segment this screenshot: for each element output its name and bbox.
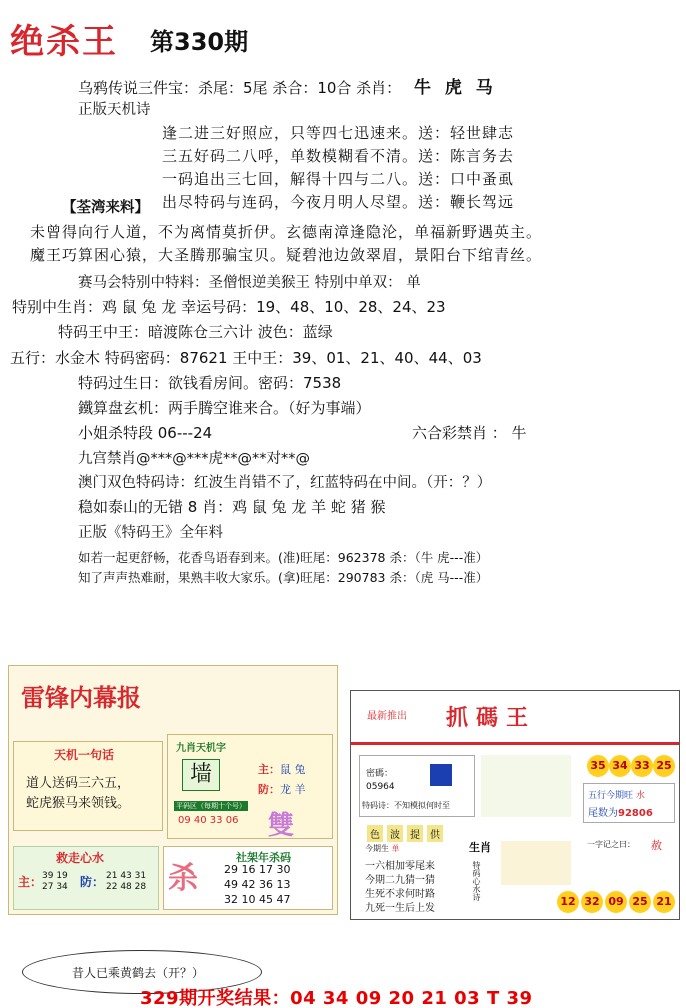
birthday-line: 特码过生日：欲钱看房间。密码：7538	[78, 374, 342, 392]
promo-label: 最新推出	[367, 711, 407, 722]
society-row-3: 32 10 45 47	[224, 893, 291, 906]
poem-line-4: 出尽特码与连码，今夜月明人尽望。送：鞭长驾远	[162, 193, 515, 211]
result-line-2: 知了声声热难耐，果熟丰收大家乐。(拿)旺尾：290783 杀：（虎 马---准）	[78, 570, 489, 585]
genuine-sky-poem-title: 正版天机诗	[78, 102, 151, 118]
society-row-2: 49 42 36 13	[224, 878, 291, 891]
bottom-ball-1: 12	[557, 891, 579, 913]
page-title: 绝杀王	[10, 22, 118, 62]
sky-box	[13, 741, 163, 831]
race-line: 赛马会特别中特料：圣僧恨逆美猴王 特别中单双： 单	[78, 275, 421, 291]
char-3: 提	[407, 825, 423, 842]
crow-legend-text: 乌鸦传说三件宝：杀尾：5尾 杀合：10合 杀肖：	[78, 79, 402, 97]
bottom-ball-3: 09	[605, 891, 627, 913]
result-line-1: 如若一起更舒畅，花香鸟语春到来。(准)旺尾：962378 杀：（牛 虎---准）	[78, 550, 489, 565]
top-ball-4: 25	[653, 755, 675, 777]
nine-zodiac-box	[167, 734, 333, 839]
lottery-result: 329期开奖结果：04 34 09 20 21 03 T 39	[140, 988, 533, 1008]
genuine-line: 正版《特码王》全年料	[78, 525, 223, 541]
one-word-value: 赦	[651, 839, 662, 852]
nine-palace-line: 九宫禁肖@***@***虎**@**对**@	[78, 451, 310, 467]
sky-label: 天机一句话	[54, 748, 115, 762]
leifeng-title: 雷锋内幕报	[21, 683, 141, 712]
tail-label: 尾数为	[588, 808, 618, 819]
miss-line: 小姐杀特段 06---24	[78, 424, 213, 442]
zhu2-label: 主：	[18, 875, 43, 889]
kill-char: 杀	[168, 861, 198, 896]
one-word-label: 一字记之曰：	[587, 840, 635, 849]
verse-line-1: 未曾得向行人道，不为离情莫折伊。玄德南漳逢隐沦，单福新野遇英主。	[30, 223, 543, 241]
shi-line-3: 生死不求何时路	[365, 889, 435, 900]
liuhe-line: 六合彩禁肖 ： 牛	[412, 424, 527, 442]
poem-line-2: 三五好码二八呼，单数模糊看不清。送：陈言务去	[162, 147, 515, 165]
society-row-1: 29 16 17 30	[224, 863, 291, 876]
logo-mark	[430, 764, 452, 786]
shuang-char: 雙	[268, 811, 295, 841]
fang-label: 防：	[258, 783, 280, 796]
mouse-illustration	[501, 841, 571, 885]
wuxing-line: 五行：水金木 特码密码：87621 王中王：39、01、21、40、44、03	[10, 349, 482, 367]
society-box	[163, 846, 333, 910]
heart-label: 救走心水	[56, 851, 105, 865]
sky-text-1: 道人送码三六五，	[26, 776, 131, 791]
wuxing-box	[583, 783, 675, 823]
ping-numbers: 09 40 33 06	[178, 815, 239, 826]
poem-line-3: 一码追出三七回，解得十四与二八。送：口中蚤虱	[162, 170, 515, 188]
char-2: 波	[387, 825, 403, 842]
king-line: 特码王中王：暗渡陈仓三六计 波色：蓝绿	[58, 323, 333, 341]
poem-line-1: 逢二进三好照应，只等四七迅速来。送：轻世肆志	[162, 124, 515, 142]
shi-line-4: 九死一生后上发	[365, 903, 435, 914]
bottom-ball-5: 21	[653, 891, 675, 913]
heart-box	[13, 846, 159, 910]
fang2-numbers: 21 43 31 22 48 28	[106, 871, 147, 892]
mi-label: 今期生	[365, 844, 389, 853]
stable-line: 稳如泰山的无错 8 肖：鸡 鼠 兔 龙 羊 蛇 猪 猴	[78, 498, 386, 516]
zhu-label: 主：	[258, 763, 280, 776]
sky-text-2: 蛇虎猴马来领钱。	[26, 796, 131, 811]
macau-line: 澳门双色特码诗：红波生肖错不了，红蓝特码在中间。（开：？）	[78, 475, 492, 491]
zodiac-line: 特别中生肖：鸡 鼠 兔 龙 幸运号码：19、48、10、28、24、23	[12, 298, 446, 316]
crow-legend-line	[78, 73, 497, 98]
wuxing-label: 五行今期旺	[588, 791, 634, 801]
tmz-label: 特码心水诗	[472, 861, 481, 901]
password-value: 05964	[366, 782, 395, 792]
top-ball-2: 34	[609, 755, 631, 777]
password-box	[359, 755, 475, 817]
shi-line-1: 一六相加零尾来	[365, 861, 435, 872]
tian-label: 九肖天机字	[176, 743, 226, 754]
shengxiao-label: 生肖	[469, 841, 491, 854]
kill-zodiac: 牛 虎 马	[413, 78, 497, 98]
shi-line-2: 今期二九猜一猜	[365, 875, 435, 886]
password-label: 密碼：	[366, 769, 394, 779]
zhuama-panel	[350, 690, 680, 920]
top-ball-1: 35	[587, 755, 609, 777]
zhu-value: 鼠 兔	[280, 763, 306, 776]
wall-char: 墙	[182, 759, 220, 791]
chars-row	[367, 825, 443, 842]
leifeng-panel	[8, 665, 338, 915]
verse-line-2: 魔王巧算困心猿，大圣腾那骗宝贝。疑碧池边敛翠眉，景阳台下绾青丝。	[30, 246, 543, 264]
zhuama-title: 抓碼王	[446, 705, 537, 731]
abacus-line: 鐵算盘玄机：两手腾空谁来合。（好为事端）	[78, 399, 371, 417]
top-ball-3: 33	[631, 755, 653, 777]
tail-value: 92806	[618, 808, 653, 819]
fang-value: 龙 羊	[280, 783, 306, 796]
fang2-label: 防：	[80, 875, 105, 889]
zhu2-numbers: 39 19 27 34	[42, 871, 68, 892]
wuxing-value: 水	[635, 791, 645, 801]
bottom-ball-2: 32	[581, 891, 603, 913]
char-4: 供	[427, 825, 443, 842]
society-label: 社架年杀码	[236, 851, 291, 864]
mi-value: 单	[391, 844, 400, 853]
ping-label: 平码区（每期十个号）	[176, 802, 246, 810]
cloud-text: 昔人已乘黄鹤去（开？）	[72, 966, 205, 980]
cartoon-illustration	[481, 755, 571, 817]
section-title: 【荃湾来料】	[62, 200, 149, 216]
char-1: 色	[367, 825, 383, 842]
issue-number: 第330期	[150, 28, 249, 56]
bottom-ball-4: 25	[629, 891, 651, 913]
tm-label: 特码诗：不知模拟何时至	[362, 801, 450, 810]
